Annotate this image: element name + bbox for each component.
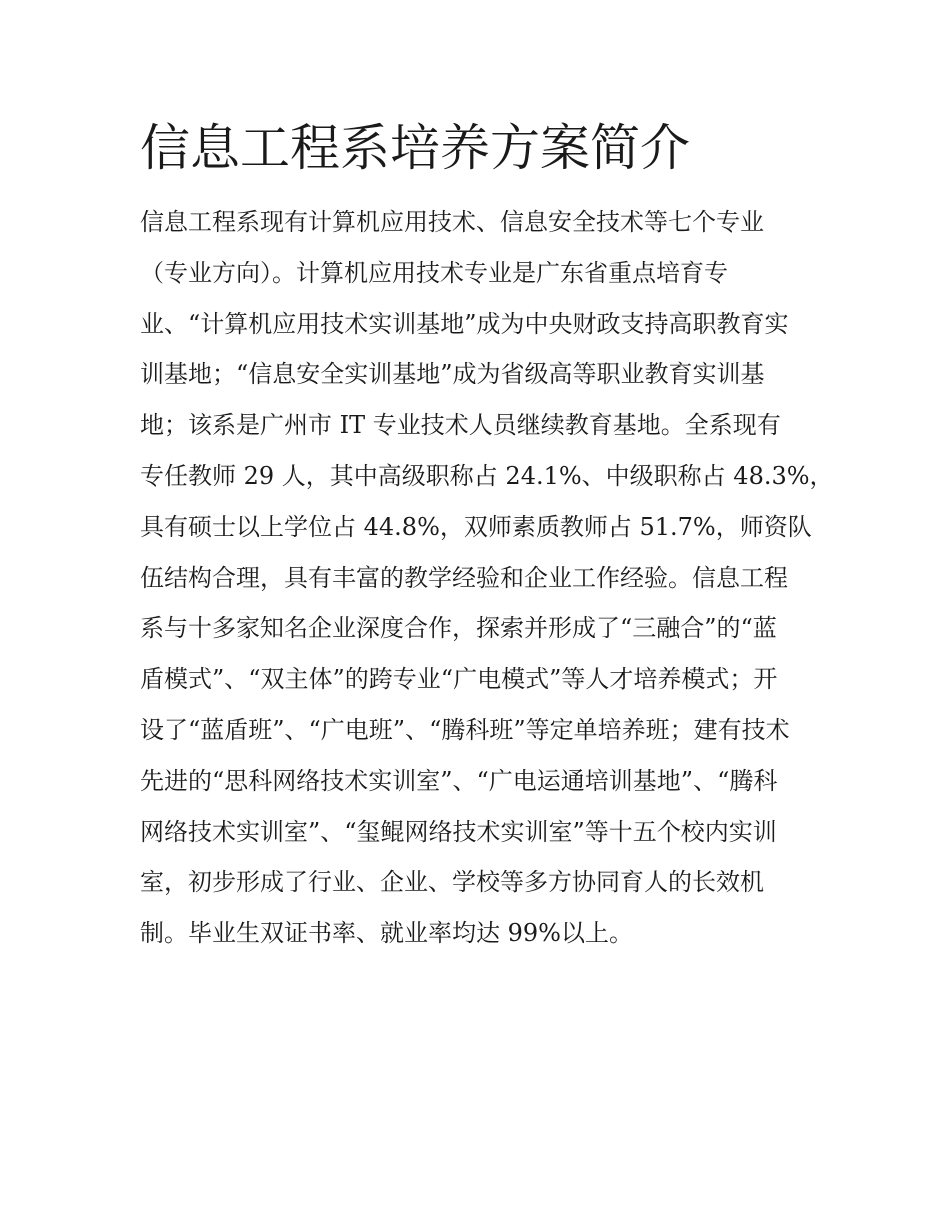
body-line: 具有硕士以上学位占 44.8%，双师素质教师占 51.7%，师资队 bbox=[140, 512, 812, 541]
body-line: 室，初步形成了行业、企业、学校等多方协同育人的长效机 bbox=[140, 868, 764, 897]
body-line: 地；该系是广州市 IT 专业技术人员继续教育基地。全系现有 bbox=[140, 411, 781, 440]
body-line: 信息工程系现有计算机应用技术、信息安全技术等七个专业 bbox=[140, 208, 764, 236]
body-line: 设了“蓝盾班”、“广电班”、“腾科班”等定单培养班；建有技术 bbox=[140, 715, 790, 744]
document-body bbox=[140, 197, 834, 959]
body-line: （专业方向）。计算机应用技术专业是广东省重点培育专 bbox=[140, 258, 728, 287]
body-line: 先进的“思科网络技术实训室”、“广电运通培训基地”、“腾科 bbox=[140, 766, 778, 795]
document-title: 信息工程系培养方案简介 bbox=[140, 119, 690, 177]
body-line: 盾模式”、“双主体”的跨专业“广电模式”等人才培养模式；开 bbox=[140, 665, 778, 694]
body-line: 系与十多家知名企业深度合作，探索并形成了“三融合”的“蓝 bbox=[140, 614, 777, 643]
body-line: 训基地；“信息安全实训基地”成为省级高等职业教育实训基 bbox=[140, 360, 765, 389]
body-line: 制。毕业生双证书率、就业率均达 99%以上。 bbox=[140, 919, 633, 948]
body-line: 网络技术实训室”、“玺鲲网络技术实训室”等十五个校内实训 bbox=[140, 817, 777, 846]
body-line: 伍结构合理，具有丰富的教学经验和企业工作经验。信息工程 bbox=[140, 563, 788, 592]
body-line: 业、“计算机应用技术实训基地”成为中央财政支持高职教育实 bbox=[140, 309, 789, 338]
body-line: 专任教师 29 人，其中高级职称占 24.1%、中级职称占 48.3%， bbox=[140, 461, 834, 490]
